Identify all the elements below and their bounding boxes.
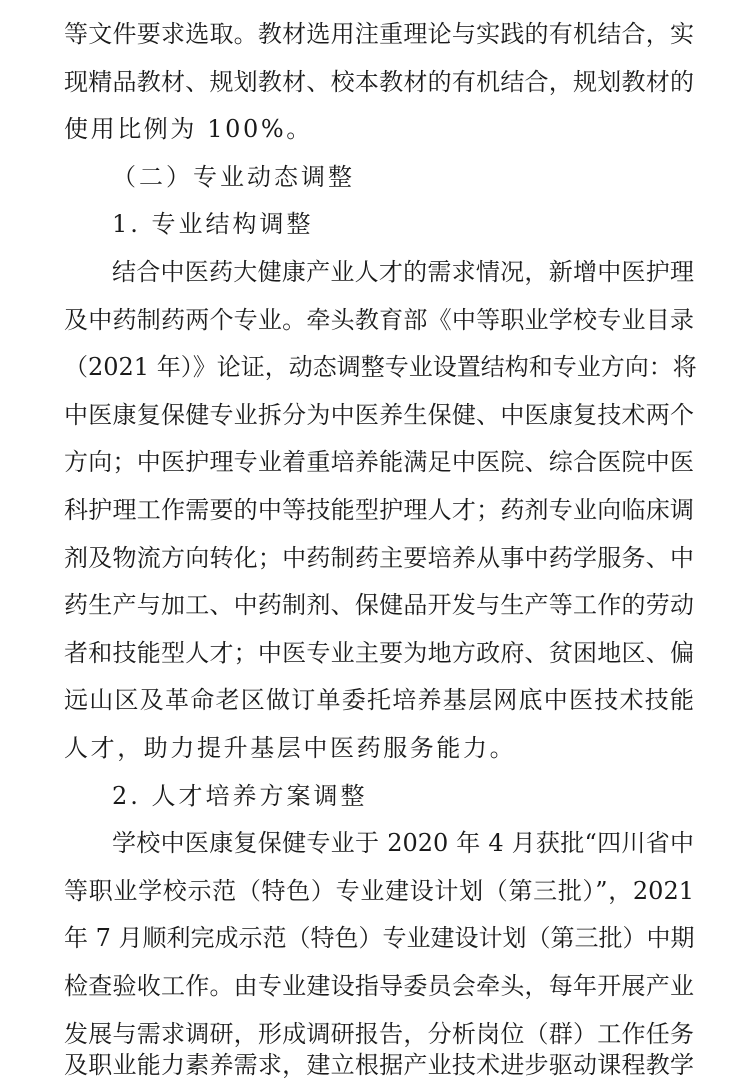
text-line: 使用比例为 100%。 — [64, 115, 313, 143]
subsection-heading: 1. 专业结构调整 — [112, 210, 314, 238]
text-line: 等职业学校示范（特色）专业建设计划（第三批）”，2021 — [64, 877, 694, 905]
text-line: 中医康复保健专业拆分为中医养生保健、中医康复技术两个 — [64, 401, 694, 429]
text-line: 药生产与加工、中药制剂、保健品开发与生产等工作的劳动 — [64, 591, 694, 619]
text-line: 检查验收工作。由专业建设指导委员会牵头，每年开展产业 — [64, 972, 694, 1000]
text-line: 现精品教材、规划教材、校本教材的有机结合，规划教材的 — [64, 68, 694, 96]
text-line: 远山区及革命老区做订单委托培养基层网底中医技术技能 — [64, 686, 694, 714]
text-line: 发展与需求调研，形成调研报告，分析岗位（群）工作任务 — [64, 1020, 694, 1048]
text-line: 方向；中医护理专业着重培养能满足中医院、综合医院中医 — [64, 448, 694, 476]
text-line: 及职业能力素养需求，建立根据产业技术进步驱动课程教学 — [64, 1051, 694, 1079]
text-line: 者和技能型人才；中医专业主要为地方政府、贫困地区、偏 — [64, 639, 694, 667]
text-line: （2021 年）》论证，动态调整专业设置结构和专业方向：将 — [64, 353, 697, 381]
text-line: 剂及物流方向转化；中药制药主要培养从事中药学服务、中 — [64, 544, 694, 572]
paragraph-first-line: 结合中医药大健康产业人才的需求情况，新增中医护理 — [112, 258, 694, 286]
section-heading: （二）专业动态调整 — [112, 163, 355, 191]
text-line: 及中药制药两个专业。牵头教育部《中等职业学校专业目录 — [64, 306, 694, 334]
subsection-heading: 2. 人才培养方案调整 — [112, 782, 368, 810]
paragraph-first-line: 学校中医康复保健专业于 2020 年 4 月获批“四川省中 — [112, 829, 694, 857]
text-line: 人才，助力提升基层中医药服务能力。 — [64, 734, 517, 762]
text-line: 科护理工作需要的中等技能型护理人才；药剂专业向临床调 — [64, 496, 694, 524]
text-line: 等文件要求选取。教材选用注重理论与实践的有机结合，实 — [64, 20, 694, 48]
text-line: 年 7 月顺利完成示范（特色）专业建设计划（第三批）中期 — [64, 924, 695, 952]
